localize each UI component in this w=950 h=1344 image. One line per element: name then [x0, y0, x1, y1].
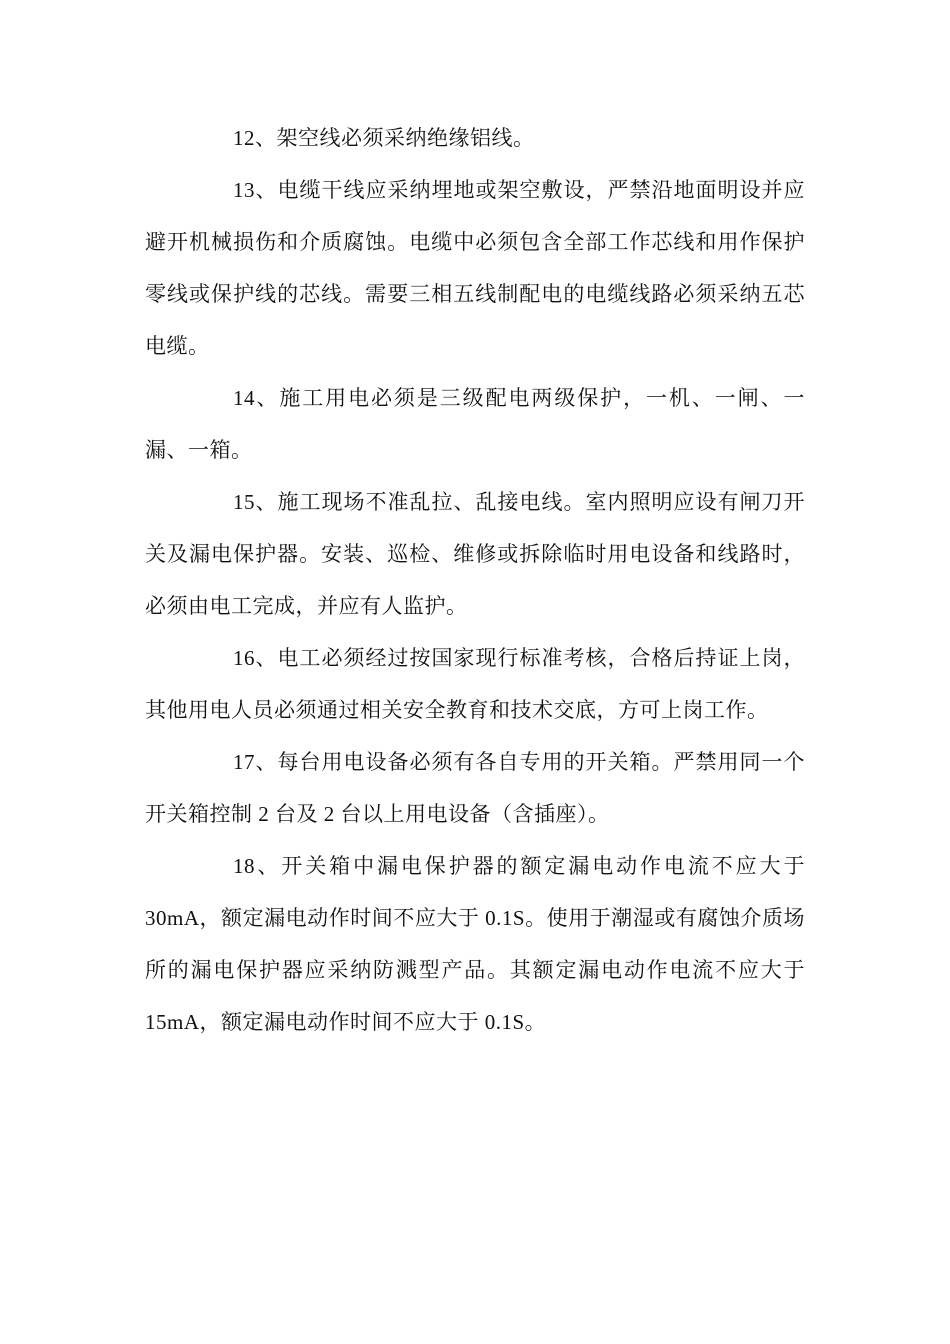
paragraph-17: 17、每台用电设备必须有各自专用的开关箱。严禁用同一个开关箱控制 2 台及 2 台以上用电设备（含插座）。 [145, 750, 805, 826]
paragraph-13: 13、电缆干线应采纳埋地或架空敷设，严禁沿地面明设并应避开机械损伤和介质腐蚀。电缆中必须包含全部工作芯线和用作保护零线或保护线的芯线。需要三相五线制配电的电缆线路必须采纳五芯电缆。 [145, 178, 805, 358]
paragraph-14: 14、施工用电必须是三级配电两级保护，一机、一闸、一漏、一箱。 [145, 386, 805, 462]
document-body [145, 112, 805, 1048]
paragraph-15: 15、施工现场不准乱拉、乱接电线。室内照明应设有闸刀开关及漏电保护器。安装、巡检、维修或拆除临时用电设备和线路时，必须由电工完成，并应有人监护。 [145, 490, 805, 618]
paragraph-16: 16、电工必须经过按国家现行标准考核，合格后持证上岗，其他用电人员必须通过相关安全教育和技术交底，方可上岗工作。 [145, 646, 805, 722]
paragraph-18: 18、开关箱中漏电保护器的额定漏电动作电流不应大于30mA，额定漏电动作时间不应大于 0.1S。使用于潮湿或有腐蚀介质场所的漏电保护器应采纳防溅型产品。其额定漏电动作电流不应大于 15mA，额定漏电动作时间不应大于 0.1S。 [145, 854, 805, 1034]
paragraph-12: 12、架空线必须采纳绝缘铝线。 [233, 126, 535, 150]
